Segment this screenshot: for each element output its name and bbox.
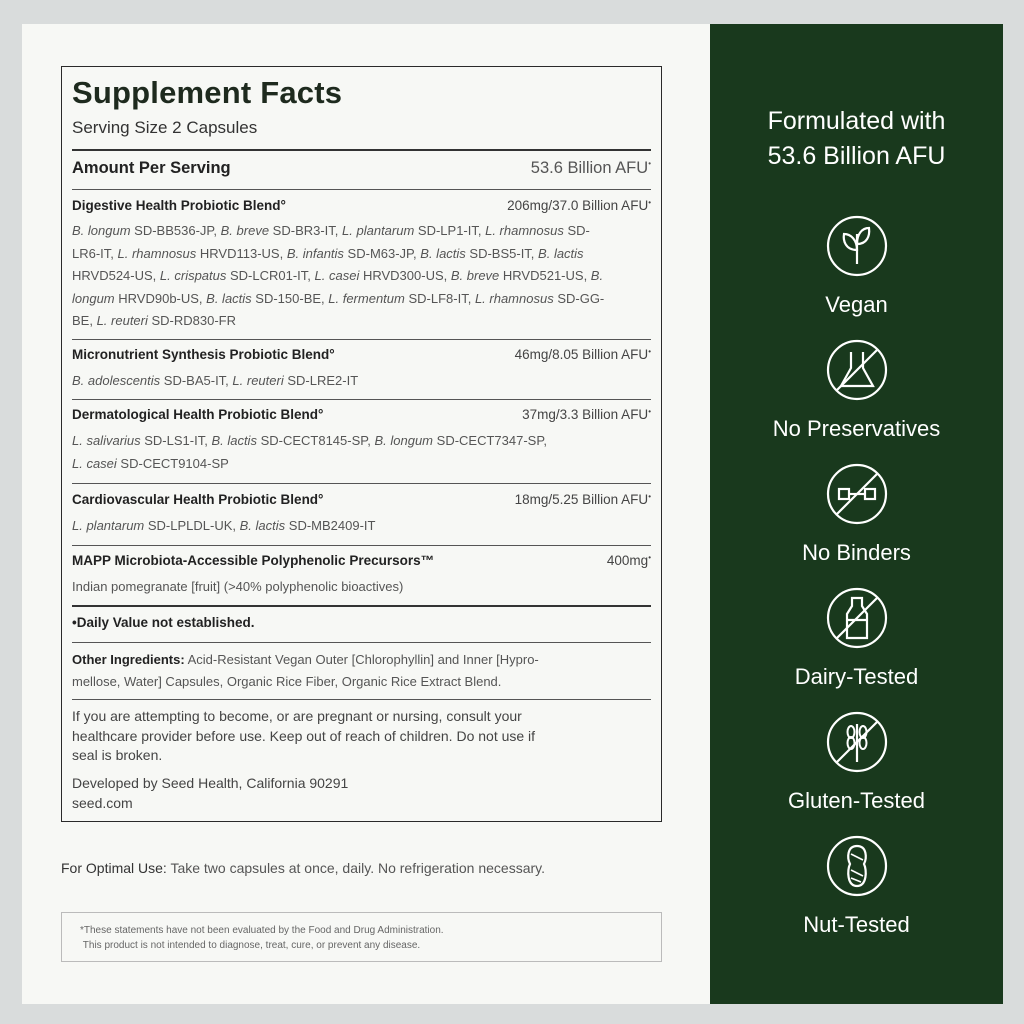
divider [72,642,651,643]
blend-strains [72,515,651,538]
developer: Developed by Seed Health, California 90291 [72,775,349,791]
badge-no-binders [710,462,1003,566]
hero-heading: Formulated with 53.6 Billion AFU [767,107,946,170]
other-ingredients: Other Ingredients: Acid-Resistant Vegan Outer [Chlorophyllin] and Inner [Hypro- mellose, Water] Capsules, Organic Rice Fiber, Organic Rice Extract Blend. [72,652,539,689]
blend-name: Cardiovascular Health Probiotic Blend° [72,492,324,507]
divider [72,545,651,546]
blend-header [72,347,651,362]
badge-nut-tested [710,834,1003,938]
dv-marker: • [648,492,651,501]
blend-strains [72,370,651,393]
badge-gluten-tested [710,710,1003,814]
badge-label: Nut-Tested [803,912,910,937]
amount-per-serving-label: Amount Per Serving [72,159,231,177]
strain-line: BE, L. reuteri SD-RD830-FR [72,313,237,328]
warning-text: If you are attempting to become, or are pregnant or nursing, consult your healthcare provider before use. Keep out of reach of children. Do not use if seal is broken. [72,708,536,763]
no-binders-icon [825,462,889,526]
blend-amount: 400mg• [606,553,651,568]
blend-name: MAPP Microbiota-Accessible Polyphenolic Precursors™ [72,553,435,568]
optimal-use-label: For Optimal Use: [61,860,167,876]
peanut-icon [825,834,889,898]
blend-name: Dermatological Health Probiotic Blend° [72,407,324,422]
dv-marker: • [648,198,651,207]
badge-dairy-tested [710,586,1003,690]
strain-line: L. plantarum SD-LPLDL-UK, B. lactis SD-MB2409-IT [72,518,376,533]
divider [72,339,651,340]
page-title: Supplement Facts [72,75,343,110]
blend-amount: 206mg/37.0 Billion AFU• [507,198,651,213]
amount-per-serving-value: 53.6 Billion AFU• [530,159,651,177]
badge-label: Gluten-Tested [788,788,925,813]
daily-value-note: •Daily Value not established. [72,615,255,630]
blend-header [72,492,651,507]
other-ingredients-label: Other Ingredients: [72,652,185,667]
blend-name: Digestive Health Probiotic Blend° [72,198,286,213]
blend-amount: 18mg/5.25 Billion AFU• [514,492,651,507]
strain-line: Indian pomegranate [fruit] (>40% polyphenolic bioactives) [72,579,404,594]
optimal-use: For Optimal Use: Take two capsules at once, daily. No refrigeration necessary. [61,860,546,876]
strain-line: L. casei SD-CECT9104-SP [72,455,229,471]
strain-line: L. salivarius SD-LS1-IT, B. lactis SD-CECT8145-SP, B. longum SD-CECT7347-SP, [72,433,547,448]
strain-line: LR6-IT, L. rhamnosus HRVD113-US, B. infantis SD-M63-JP, B. lactis SD-BS5-IT, B. lactis [72,245,584,261]
strain-line: B. longum SD-BB536-JP, B. breve SD-BR3-IT, L. plantarum SD-LP1-IT, L. rhamnosus SD- [72,223,590,238]
badge-vegan [710,214,1003,318]
divider [72,699,651,700]
blend-header [72,407,651,422]
supplement-facts-panel [61,66,662,822]
strain-line: longum HRVD90b-US, B. lactis SD-150-BE, L. fermentum SD-LF8-IT, L. rhamnosus SD-GG- [72,290,605,306]
badge-label: No Preservatives [772,416,941,441]
divider [72,605,651,607]
dv-marker: • [648,407,651,416]
strain-line: B. adolescentis SD-BA5-IT, L. reuteri SD-LRE2-IT [72,373,359,388]
fda-disclaimer: *These statements have not been evaluated by the Food and Drug Administration. This product is not intended to diagnose, treat, cure, or prevent any disease. [61,912,662,962]
leaf-icon [825,214,889,278]
blend-strains [72,220,651,333]
no-dairy-icon [825,586,889,650]
blend-amount: 37mg/3.3 Billion AFU• [522,407,651,422]
dv-marker: • [648,159,651,168]
divider [72,399,651,400]
badge-label: No Binders [802,540,911,565]
badge-label: Dairy-Tested [794,664,919,689]
amount-per-serving-row [72,159,651,178]
website-link: seed.com [72,794,133,811]
blend-amount: 46mg/8.05 Billion AFU• [514,347,651,362]
badge-no-preservatives [710,338,1003,442]
dv-marker: • [648,347,651,356]
no-preservatives-icon [825,338,889,402]
serving-size: Serving Size 2 Capsules [72,118,258,137]
blend-name: Micronutrient Synthesis Probiotic Blend° [72,347,335,362]
divider [72,149,651,151]
blend-strains [72,430,651,475]
badge-label: Vegan [825,292,888,317]
divider [72,483,651,484]
right-panel [710,24,1003,1004]
divider [72,189,651,190]
blend-header [72,198,651,213]
blend-strains [72,576,651,599]
blend-header [72,553,651,568]
no-gluten-icon [825,710,889,774]
strain-line: HRVD524-US, L. crispatus SD-LCR01-IT, L. casei HRVD300-US, B. breve HRVD521-US, B. [72,268,604,283]
dv-marker: • [648,553,651,562]
developer-info [72,774,348,813]
